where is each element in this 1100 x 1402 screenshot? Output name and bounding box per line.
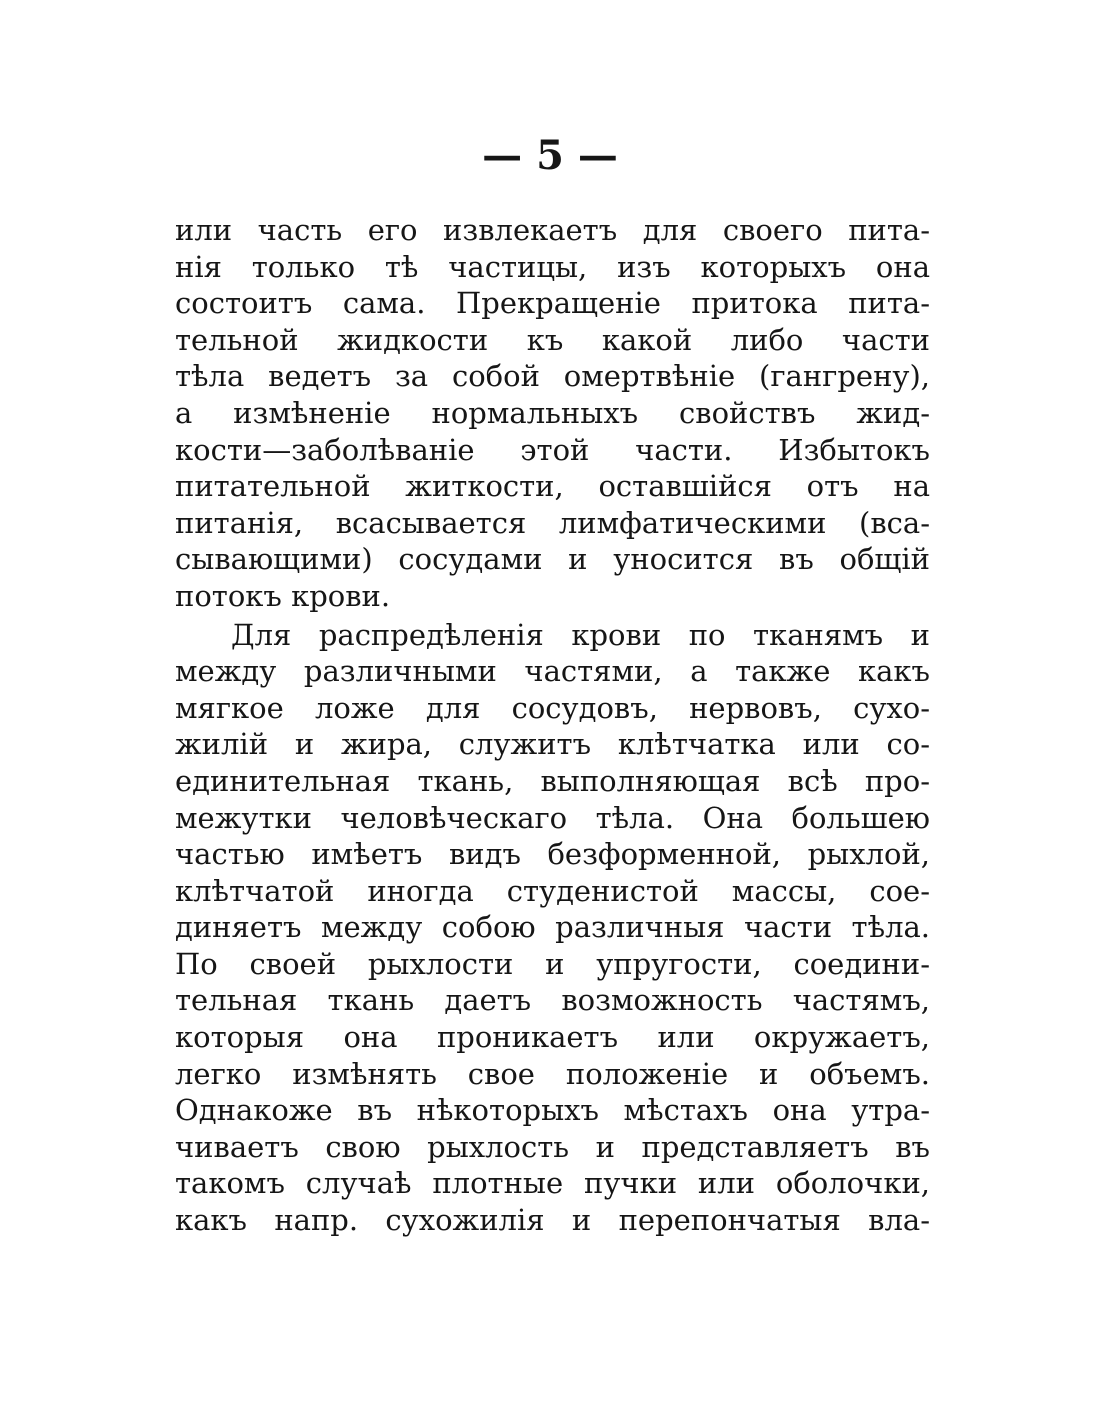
text-column [175,212,930,1239]
text-line: клѣтчатой иногда студенистой массы, сое- [175,873,930,908]
paragraph [175,617,930,1239]
text-line: Однакоже въ нѣкоторыхъ мѣстахъ она утра- [175,1093,930,1128]
text-line: питательной житкости, оставшійся отъ на [175,469,930,504]
text-line: По своей рыхлости и упругости, соедини- [175,946,930,981]
text-line: тельная ткань даетъ возможность частямъ, [175,983,930,1018]
text-line: межутки человѣческаго тѣла. Она большею [175,800,930,835]
text-line: Для распредѣленія крови по тканямъ и [231,617,930,652]
text-line: между различными частями, а также какъ [175,654,930,689]
text-line: такомъ случаѣ плотные пучки или оболочки, [175,1166,930,1201]
text-line: какъ напр. сухожилія и перепончатыя вла- [175,1203,930,1238]
text-line: кости—заболѣваніе этой части. Избытокъ [175,432,930,467]
text-line: легко измѣнять свое положеніе и объемъ. [175,1056,930,1091]
text-line: состоитъ сама. Прекращеніе притока пита- [175,286,930,321]
text-line: питанія, всасывается лимфатическими (вса- [175,505,930,540]
text-line: чиваетъ свою рыхлость и представляетъ въ [175,1129,930,1164]
text-line: жилій и жира, служитъ клѣтчатка или со- [175,727,930,762]
text-line: потокъ крови. [175,578,391,613]
text-line: тѣла ведетъ за собой омертвѣніе (гангрену), [175,359,930,394]
text-line: мягкое ложе для сосудовъ, нервовъ, сухо- [175,690,930,725]
text-line: а измѣненіе нормальныхъ свойствъ жид- [175,395,930,430]
text-line: единительная ткань, выполняющая всѣ про- [175,763,930,798]
text-line: которыя она проникаетъ или окружаетъ, [175,1020,930,1055]
text-line: нія только тѣ частицы, изъ которыхъ она [175,249,930,284]
text-line: сывающими) сосудами и уносится въ общій [175,542,930,577]
text-line: частью имѣетъ видъ безформенной, рыхлой, [175,837,930,872]
text-line: тельной жидкости къ какой либо части [175,322,930,357]
paragraph [175,212,930,615]
text-line: или часть его извлекаетъ для своего пита- [175,213,930,247]
page-number: — 5 — [482,132,618,179]
text-line: диняетъ между собою различныя части тѣла. [175,910,930,945]
